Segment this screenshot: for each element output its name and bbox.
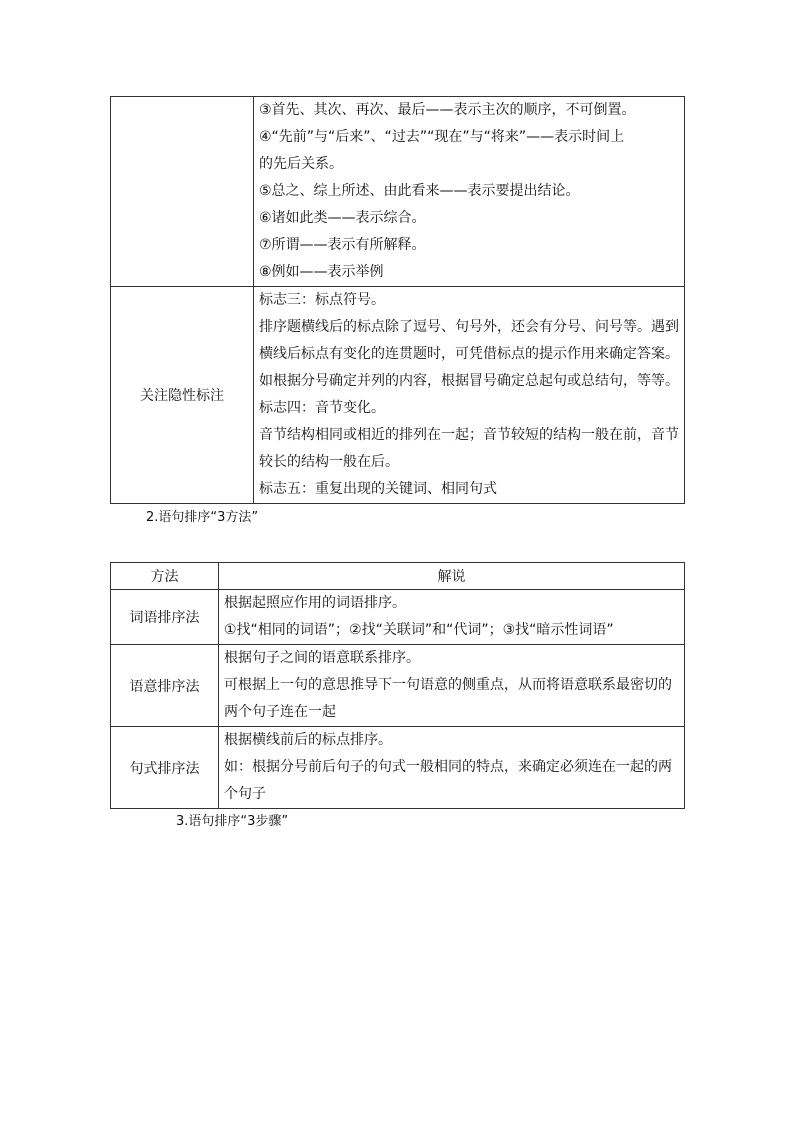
table-row [111,645,685,727]
list-item: ⑧例如——表示举例 [259,264,384,280]
method-label: 语意排序法 [111,645,219,727]
table-header-row [111,563,685,590]
list-item: 排序题横线后的标点除了逗号、句号外，还会有分号、问号等。遇到 [259,319,679,335]
list-item: ⑥诸如此类——表示综合。 [259,210,426,226]
method-explanation [219,590,685,645]
list-item: 音节结构相同或相近的排列在一起；音节较短的结构一般在前，音节 [259,427,679,443]
table-row [111,97,685,287]
list-item: 的先后关系。 [259,156,343,172]
list-item: ⑤总之、综上所述、由此看来——表示要提出结论。 [259,183,580,199]
method-explanation [219,727,685,809]
explanation-line: 可根据上一句的意思推导下一句语意的侧重点，从而将语意联系最密切的 [224,677,672,693]
explanation-line: 个句子 [224,786,266,802]
explanation-line: ①找“相同的词语”；②找“关联词”和“代词”；③找“暗示性词语” [224,622,614,638]
list-item: 横线后标点有变化的连贯题时，可凭借标点的提示作用来确定答案。 [259,346,679,362]
empty-label-cell [111,97,254,287]
list-item: ⑦所谓——表示有所解释。 [259,237,426,253]
method-label: 句式排序法 [111,727,219,809]
list-item: ③首先、其次、再次、最后——表示主次的顺序，不可倒置。 [259,102,636,118]
explanation-line: 根据起照应作用的词语排序。 [224,595,406,611]
list-item: 标志四：音节变化。 [259,400,385,416]
list-item: ④“先前”与“后来”、“过去”“现在”与“将来”——表示时间上 [259,129,625,145]
explanation-line: 根据句子之间的语意联系排序。 [224,650,420,666]
hidden-markers-cell [254,287,685,504]
list-item: 标志五：重复出现的关键词、相同句式 [259,481,497,497]
method-explanation [219,645,685,727]
column-header-method: 方法 [111,563,219,590]
list-item: 标志三：标点符号。 [259,292,385,308]
table-row [111,727,685,809]
markers-table [110,96,685,504]
section-heading-methods: 2.语句排序“3方法” [146,510,259,525]
methods-table [110,562,685,809]
table-row [111,590,685,645]
explanation-line: 根据横线前后的标点排序。 [224,732,392,748]
list-item: 较长的结构一般在后。 [259,454,399,470]
section-heading-steps: 3.语句排序“3步骤” [176,814,289,829]
explanation-line: 两个句子连在一起 [224,704,336,720]
table-row [111,287,685,504]
method-label: 词语排序法 [111,590,219,645]
explanation-line: 如：根据分号前后句子的句式一般相同的特点，来确定必须连在一起的两 [224,759,672,775]
explicit-markers-cell [254,97,685,287]
list-item: 如根据分号确定并列的内容，根据冒号确定总起句或总结句，等等。 [259,373,679,389]
hidden-markers-label: 关注隐性标注 [111,287,254,504]
column-header-explanation: 解说 [219,563,685,590]
